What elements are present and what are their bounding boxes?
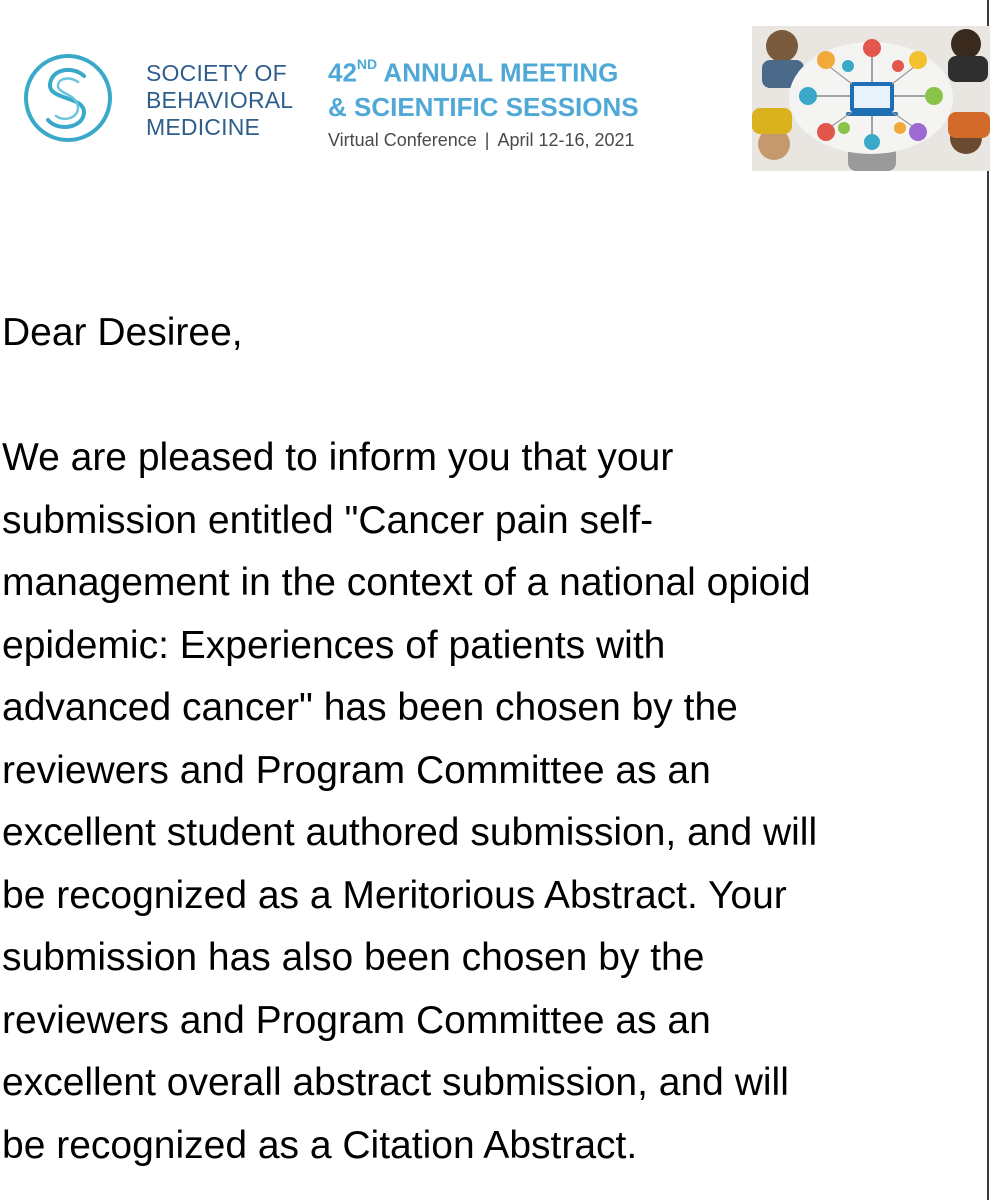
- letter-body: [2, 302, 984, 1177]
- org-name-line1: SOCIETY OF: [146, 60, 287, 86]
- paragraph-line: be recognized as a Meritorious Abstract. Your: [2, 873, 787, 917]
- conference-banner: [0, 0, 992, 190]
- paragraph-line: excellent student authored submission, and will: [2, 811, 818, 854]
- paragraph-line: epidemic: Experiences of patients with: [2, 623, 666, 667]
- paragraph-line: submission has also been chosen by the: [2, 936, 705, 979]
- meeting-title-rest: ANNUAL MEETING: [377, 57, 619, 88]
- meeting-separator: |: [484, 129, 490, 150]
- meeting-number: 42: [328, 57, 357, 88]
- meeting-title-line1: [328, 50, 639, 90]
- paragraph-line: management in the context of a national opioid: [2, 561, 811, 604]
- paragraph-line: We are pleased to inform you that your: [2, 436, 674, 479]
- paragraph-line: be recognized as a Citation Abstract.: [2, 1123, 638, 1167]
- meeting-ordinal-suffix: ND: [356, 56, 378, 72]
- paragraph-line: reviewers and Program Committee as an: [2, 998, 711, 1042]
- paragraph-line: reviewers and Program Committee as an: [2, 748, 711, 792]
- organization-name: [146, 60, 293, 141]
- org-name-line3: MEDICINE: [146, 114, 261, 140]
- paragraph-line: advanced cancer" has been chosen by the: [2, 686, 738, 729]
- blank-line: [2, 365, 984, 428]
- paragraph-line: excellent overall abstract submission, and will: [2, 1061, 789, 1104]
- paragraph-line: submission entitled "Cancer pain self-: [2, 498, 654, 542]
- letter-salutation: Dear Desiree,: [2, 311, 243, 354]
- meeting-dates: April 12-16, 2021: [497, 129, 635, 150]
- meeting-subtitle: [328, 130, 639, 151]
- sbm-logo-icon: [22, 52, 114, 144]
- meeting-title-block: [328, 50, 639, 151]
- meeting-format: Virtual Conference: [328, 129, 477, 150]
- org-name-line2: BEHAVIORAL: [146, 87, 294, 113]
- meeting-title-line2: & SCIENTIFIC SESSIONS: [328, 91, 639, 122]
- collaboration-illustration-icon: [752, 26, 990, 171]
- letter-paragraph: [2, 427, 984, 1177]
